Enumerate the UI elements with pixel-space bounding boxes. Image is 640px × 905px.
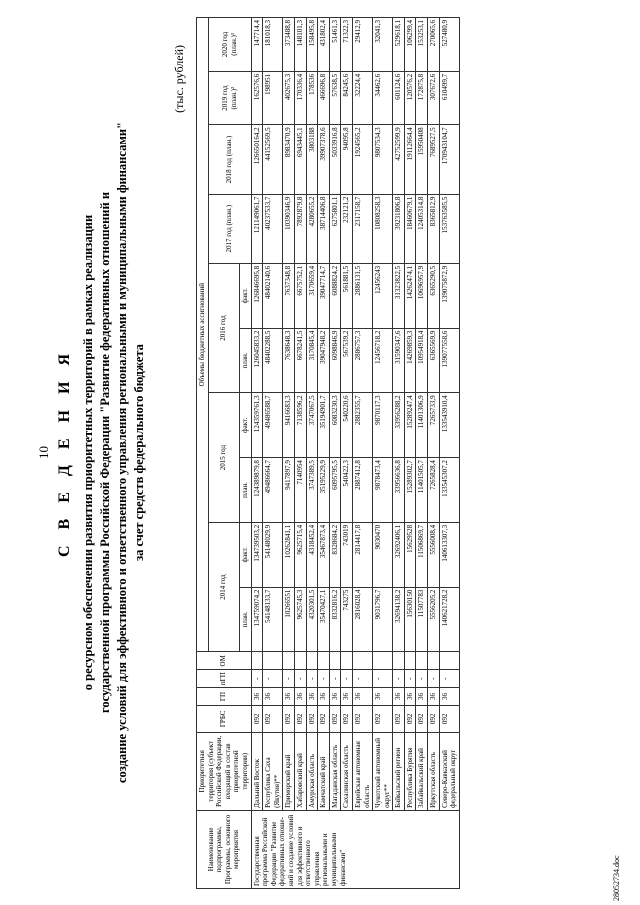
pgp-cell: - [294, 670, 306, 688]
value-cell-f2015: 49486588,7 [263, 393, 283, 458]
value-cell-p2020: 148101,3 [294, 18, 306, 72]
value-cell-p2017: 8365812,9 [428, 194, 440, 263]
table-row [306, 18, 318, 889]
om-cell [341, 652, 353, 670]
territory-cell: Дальний Восток [251, 732, 263, 810]
value-cell-f2016: 12456243 [373, 263, 393, 328]
value-cell-f2015: 133543910,4 [439, 393, 459, 458]
table-row [393, 18, 405, 889]
grbs-cell: 092 [373, 705, 393, 732]
value-cell-p2018: 170943104,7 [439, 125, 459, 194]
om-cell [393, 652, 405, 670]
om-cell [318, 652, 330, 670]
value-cell-f2015: 7265733,9 [428, 393, 440, 458]
gp-cell: 36 [263, 688, 283, 706]
value-cell-p2020: 106299,4 [404, 18, 416, 72]
value-cell-f2014: 5556008,4 [428, 522, 440, 587]
territory-cell: Республика Бурятия [404, 732, 416, 810]
value-cell-p2020: 527480,9 [439, 18, 459, 72]
grbs-cell: 092 [428, 705, 440, 732]
value-cell-p2014: 9031796,7 [373, 587, 393, 652]
value-cell-p2018: 3803188 [306, 125, 318, 194]
grbs-cell: 092 [283, 705, 295, 732]
pgp-cell: - [318, 670, 330, 688]
value-cell-p2020: 158495,8 [306, 18, 318, 72]
value-cell-p2014: 140621728,2 [439, 587, 459, 652]
om-cell [263, 652, 283, 670]
header-gp: ГП [197, 688, 252, 706]
value-cell-p2019: 84245,6 [341, 71, 353, 125]
value-cell-p2016: 14269859,3 [404, 328, 416, 393]
table-row [318, 18, 330, 889]
territory-cell: Иркутская область [428, 732, 440, 810]
value-cell-p2018: 39907378,6 [318, 125, 330, 194]
value-cell-p2017: 39231806,8 [393, 194, 405, 263]
value-cell-f2014: 4318452,4 [306, 522, 318, 587]
program-name-line: Государственная [252, 836, 261, 886]
value-cell-p2018: 15950408 [416, 125, 428, 194]
grbs-cell: 092 [263, 705, 283, 732]
value-cell-p2014: 5556205,2 [428, 587, 440, 652]
value-cell-p2019: 170336,4 [294, 71, 306, 125]
program-name-line: федеративных отноше- [278, 817, 287, 886]
pgp-cell: - [416, 670, 428, 688]
grbs-cell: 092 [416, 705, 428, 732]
territory-cell: Республика Саха (Якутия)** [263, 732, 283, 810]
header-fact: факт. [239, 393, 251, 458]
value-cell-p2015: 49486664,7 [263, 458, 283, 523]
grbs-cell: 092 [318, 705, 330, 732]
value-cell-f2015: 33956288,2 [393, 393, 405, 458]
header-year-2015: 2015 год [208, 393, 239, 523]
header-year-2017: 2017 год (план.) [208, 194, 251, 263]
grbs-cell: 092 [251, 705, 263, 732]
value-cell-f2015: 11401306,9 [416, 393, 428, 458]
value-cell-f2015: 15289247,4 [404, 393, 416, 458]
value-cell-f2015: 6083230,3 [329, 393, 341, 458]
pgp-cell: - [263, 670, 283, 688]
program-name-line: финансами" [338, 849, 347, 886]
value-cell-f2014: 134739503,2 [251, 522, 263, 587]
value-cell-f2016: 139075872,9 [439, 263, 459, 328]
value-cell-f2016: 3170659,4 [306, 263, 318, 328]
value-cell-p2014: 2816028,4 [352, 587, 372, 652]
pgp-cell: - [251, 670, 263, 688]
value-cell-p2015: 133545307,2 [439, 458, 459, 523]
grbs-cell: 092 [404, 705, 416, 732]
value-cell-p2016: 2886757,3 [352, 328, 372, 393]
value-cell-p2019: 610499,7 [439, 71, 459, 125]
value-cell-p2014: 743275 [341, 587, 353, 652]
value-cell-p2020: 431802,4 [318, 18, 330, 72]
header-om: ОМ [197, 652, 252, 670]
value-cell-p2016: 6098846,9 [329, 328, 341, 393]
value-cell-p2017: 121149061,7 [251, 194, 263, 263]
units-label: (тыс. рублей) [172, 45, 186, 113]
subtitle-line: за счет средств федерального бюджета [132, 344, 146, 561]
value-cell-p2015: 9417897,9 [283, 458, 295, 523]
pgp-cell: - [352, 670, 372, 688]
value-cell-p2014: 15630150 [404, 587, 416, 652]
value-cell-p2015: 540422,3 [341, 458, 353, 523]
territory-cell: Камчатский край [318, 732, 330, 810]
gp-cell: 36 [294, 688, 306, 706]
pgp-cell: - [428, 670, 440, 688]
value-cell-f2016: 48402140,6 [263, 263, 283, 328]
value-cell-f2014: 11506869,7 [416, 522, 428, 587]
value-cell-p2019: 32224,4 [352, 71, 372, 125]
value-cell-p2017: 2317158,7 [352, 194, 372, 263]
subtitle-line: государственной программы Российской Федерации "Развитие федеративных отношений и [98, 191, 112, 714]
value-cell-f2016: 6675752,1 [294, 263, 306, 328]
value-cell-f2015: 9870117,3 [373, 393, 393, 458]
gp-cell: 36 [404, 688, 416, 706]
header-fact: факт. [239, 263, 251, 328]
value-cell-p2020: 51461,3 [329, 18, 341, 72]
header-year-2019: 2019 год (план.)² [208, 71, 251, 125]
territory-cell: Магаданская область [329, 732, 341, 810]
value-cell-p2014: 10266551 [283, 587, 295, 652]
value-cell-p2016: 12456718,2 [373, 328, 393, 393]
value-cell-p2015: 9878473,4 [373, 458, 393, 523]
value-cell-p2017: 40237533,7 [263, 194, 283, 263]
value-cell-p2016: 3170845,4 [306, 328, 318, 393]
om-cell [439, 652, 459, 670]
pgp-cell: - [329, 670, 341, 688]
om-cell [373, 652, 393, 670]
om-cell [251, 652, 263, 670]
value-cell-p2014: 8332816,2 [329, 587, 341, 652]
header-fact: факт. [239, 522, 251, 587]
value-cell-f2014: 35467873,4 [318, 522, 330, 587]
grbs-cell: 092 [439, 705, 459, 732]
value-cell-p2014: 134759074,2 [251, 587, 263, 652]
value-cell-f2015: 3747067,5 [306, 393, 318, 458]
om-cell [352, 652, 372, 670]
table-body [251, 18, 459, 889]
value-cell-p2020: 32041,3 [373, 18, 393, 72]
pgp-cell: - [306, 670, 318, 688]
table-row [251, 18, 263, 889]
header-territory: Приоритетная территория (субъект Российской Федерации, входящий в состав приоритетной территории) [197, 732, 252, 810]
grbs-cell: 092 [294, 705, 306, 732]
gp-cell: 36 [416, 688, 428, 706]
header-name: Наименование подпрограммы, Программы, основного мероприятия [197, 810, 252, 888]
table-row [373, 18, 393, 889]
gp-cell: 36 [306, 688, 318, 706]
table-row [341, 18, 353, 889]
value-cell-p2016: 48402288,5 [263, 328, 283, 393]
table-row [404, 18, 416, 889]
value-cell-p2015: 124389879,8 [251, 458, 263, 523]
value-cell-f2015: 9416683,3 [283, 393, 295, 458]
budget-table [196, 17, 460, 889]
page-number: 10 [36, 446, 51, 459]
header-volumes: Объемы бюджетных ассигнований [197, 18, 209, 652]
header-plan: план. [239, 328, 251, 393]
value-cell-p2018: 5033916,8 [329, 125, 341, 194]
om-cell [294, 652, 306, 670]
value-cell-p2020: 71322,3 [341, 18, 353, 72]
value-cell-p2018: 9807534,3 [373, 125, 393, 194]
gp-cell: 36 [352, 688, 372, 706]
program-name-line: программа Российской [261, 817, 270, 886]
value-cell-p2015: 11401505,7 [416, 458, 428, 523]
gp-cell: 36 [283, 688, 295, 706]
value-cell-p2017: 7892879,8 [294, 194, 306, 263]
value-cell-p2016: 567539,2 [341, 328, 353, 393]
value-cell-p2014: 32694138,2 [393, 587, 405, 652]
value-cell-f2014: 2814417,8 [352, 522, 372, 587]
value-cell-p2019: 57638,5 [329, 71, 341, 125]
territory-cell: Забайкальский край [416, 732, 428, 810]
value-cell-f2015: 35194901,7 [318, 393, 330, 458]
gp-cell: 36 [373, 688, 393, 706]
header-plan: план. [239, 587, 251, 652]
territory-cell: Сахалинская область [341, 732, 353, 810]
value-cell-p2016: 6365569,9 [428, 328, 440, 393]
om-cell [404, 652, 416, 670]
value-cell-p2016: 39047948,2 [318, 328, 330, 393]
gp-cell: 36 [393, 688, 405, 706]
value-cell-p2018: 42752599,9 [393, 125, 405, 194]
header-year-2018: 2018 год (план.) [208, 125, 251, 194]
value-cell-p2020: 29412,9 [352, 18, 372, 72]
value-cell-p2018: 94095,8 [341, 125, 353, 194]
territory-cell: Чукотский автономный округ** [373, 732, 393, 810]
value-cell-p2017: 4280655,2 [306, 194, 318, 263]
program-name-line: региональными и [321, 833, 330, 886]
value-cell-f2015: 540220,6 [341, 393, 353, 458]
pgp-cell: - [439, 670, 459, 688]
value-cell-p2018: 44152569,5 [263, 125, 283, 194]
program-name-line: муниципальными [329, 832, 338, 886]
value-cell-f2014: 10262841,1 [283, 522, 295, 587]
footer-filename: 28052734.doc [612, 855, 621, 901]
pgp-cell: - [373, 670, 393, 688]
value-cell-p2020: 147714,4 [251, 18, 263, 72]
header-year-2014: 2014 год [208, 522, 239, 652]
program-name-line: ний и создание условий [286, 814, 295, 886]
pgp-cell: - [393, 670, 405, 688]
value-cell-f2016: 561881,5 [341, 263, 353, 328]
value-cell-p2017: 10390346,9 [283, 194, 295, 263]
table-row [428, 18, 440, 889]
header-plan: план. [239, 458, 251, 523]
value-cell-p2018: 19112664,4 [404, 125, 416, 194]
value-cell-p2014: 54148133,7 [263, 587, 283, 652]
value-cell-f2015: 7138596,2 [294, 393, 306, 458]
value-cell-p2019: 34462,6 [373, 71, 393, 125]
value-cell-p2017: 38714406,8 [318, 194, 330, 263]
header-year-2016: 2016 год [208, 263, 239, 393]
value-cell-f2014: 15629528 [404, 522, 416, 587]
value-cell-f2015: 124359761,3 [251, 393, 263, 458]
value-cell-f2014: 9625715,4 [294, 522, 306, 587]
table-row [263, 18, 283, 889]
gp-cell: 36 [318, 688, 330, 706]
value-cell-f2016: 6088824,2 [329, 263, 341, 328]
table-row [352, 18, 372, 889]
document-subtitle [80, 90, 148, 815]
value-cell-f2016: 2886131,5 [352, 263, 372, 328]
table-row [329, 18, 341, 889]
value-cell-p2019: 402675,3 [283, 71, 295, 125]
value-cell-f2014: 140613307,3 [439, 522, 459, 587]
value-cell-p2014: 11507783 [416, 587, 428, 652]
value-cell-p2017: 153763585,5 [439, 194, 459, 263]
value-cell-p2016: 7638648,3 [283, 328, 295, 393]
value-cell-p2016: 139077558,6 [439, 328, 459, 393]
value-cell-p2015: 15289302,7 [404, 458, 416, 523]
table-header [197, 18, 252, 889]
value-cell-f2015: 2882355,7 [352, 393, 372, 458]
table-row [416, 18, 428, 889]
program-name-line: ответственного [304, 840, 313, 886]
value-cell-p2016: 31590347,6 [393, 328, 405, 393]
value-cell-p2019: 162576,6 [251, 71, 263, 125]
territory-cell: Амурская область [306, 732, 318, 810]
pgp-cell: - [404, 670, 416, 688]
table-row [439, 18, 459, 889]
value-cell-f2014: 743019 [341, 522, 353, 587]
program-name-line: Федерации "Развитие [269, 821, 278, 886]
gp-cell: 36 [341, 688, 353, 706]
territory-cell: Еврейская автономная область [352, 732, 372, 810]
gp-cell: 36 [428, 688, 440, 706]
value-cell-f2014: 54148029,9 [263, 522, 283, 587]
value-cell-f2016: 10696957,9 [416, 263, 428, 328]
program-name-line: для эффективного и [295, 826, 304, 886]
value-cell-f2016: 7637348,8 [283, 263, 295, 328]
header-grbs: ГРБС [197, 705, 252, 732]
grbs-cell: 092 [341, 705, 353, 732]
value-cell-p2014: 9625745,3 [294, 587, 306, 652]
value-cell-f2014: 32692406,1 [393, 522, 405, 587]
value-cell-f2016: 31323822,5 [393, 263, 405, 328]
value-cell-f2014: 8328684,2 [329, 522, 341, 587]
territory-cell: Северо-Кавказский федеральный округ [439, 732, 459, 810]
value-cell-p2018: 126650164,2 [251, 125, 263, 194]
table-row [294, 18, 306, 889]
value-cell-p2018: 6943445,1 [294, 125, 306, 194]
table-row [283, 18, 295, 889]
value-cell-f2016: 126846695,8 [251, 263, 263, 328]
document-title: С В Е Д Е Н И Я [56, 347, 73, 558]
pgp-cell: - [283, 670, 295, 688]
grbs-cell: 092 [393, 705, 405, 732]
territory-cell: Байкальский регион [393, 732, 405, 810]
value-cell-p2018: 7689527,5 [428, 125, 440, 194]
value-cell-f2014: 9030470 [373, 522, 393, 587]
value-cell-p2019: 178536 [306, 71, 318, 125]
value-cell-f2016: 14262474,1 [404, 263, 416, 328]
om-cell [329, 652, 341, 670]
value-cell-p2014: 35470427,1 [318, 587, 330, 652]
om-cell [306, 652, 318, 670]
value-cell-p2019: 307672,6 [428, 71, 440, 125]
value-cell-p2020: 529618,1 [393, 18, 405, 72]
header-pgp: пГП [197, 670, 252, 688]
territory-cell: Приморский край [283, 732, 295, 810]
subtitle-line: создание условий для эффективного и ответственного управления региональными и муниципальными финансами" [115, 122, 129, 784]
value-cell-p2020: 373488,8 [283, 18, 295, 72]
pgp-cell: - [341, 670, 353, 688]
om-cell [416, 652, 428, 670]
grbs-cell: 092 [306, 705, 318, 732]
value-cell-p2019: 601124,6 [393, 71, 405, 125]
gp-cell: 36 [329, 688, 341, 706]
value-cell-p2015: 33956636,8 [393, 458, 405, 523]
territory-cell: Хабаровский край [294, 732, 306, 810]
value-cell-p2017: 10808258,3 [373, 194, 393, 263]
value-cell-p2015: 7140954 [294, 458, 306, 523]
value-cell-p2016: 10954918,4 [416, 328, 428, 393]
program-name-cell [251, 810, 459, 888]
value-cell-p2017: 6275801,1 [329, 194, 341, 263]
value-cell-p2020: 153253,1 [416, 18, 428, 72]
value-cell-p2015: 3747389,5 [306, 458, 318, 523]
value-cell-p2017: 18460679,1 [404, 194, 416, 263]
grbs-cell: 092 [329, 705, 341, 732]
header-year-2020: 2020 год (план.)³ [208, 18, 251, 72]
program-name-line: управления [312, 851, 321, 886]
value-cell-f2016: 39047714,7 [318, 263, 330, 328]
value-cell-p2015: 6095795,5 [329, 458, 341, 523]
value-cell-p2019: 198951 [263, 71, 283, 125]
gp-cell: 36 [439, 688, 459, 706]
om-cell [428, 652, 440, 670]
om-cell [283, 652, 295, 670]
value-cell-p2017: 232121,2 [341, 194, 353, 263]
value-cell-f2016: 6365290,5 [428, 263, 440, 328]
value-cell-p2015: 35195229,9 [318, 458, 330, 523]
value-cell-p2016: 6678241,5 [294, 328, 306, 393]
grbs-cell: 092 [352, 705, 372, 732]
value-cell-p2017: 12405314,8 [416, 194, 428, 263]
value-cell-p2019: 466696,8 [318, 71, 330, 125]
value-cell-p2015: 7265828,4 [428, 458, 440, 523]
value-cell-p2014: 4320301,5 [306, 587, 318, 652]
value-cell-p2019: 120576,2 [404, 71, 416, 125]
value-cell-p2020: 270065,6 [428, 18, 440, 72]
value-cell-p2018: 8983470,9 [283, 125, 295, 194]
gp-cell: 36 [251, 688, 263, 706]
value-cell-p2018: 1924565,2 [352, 125, 372, 194]
value-cell-p2020: 181018,3 [263, 18, 283, 72]
value-cell-p2016: 126045833,2 [251, 328, 263, 393]
subtitle-line: о ресурсном обеспечении развития приоритетных территорий в рамках реализации [81, 214, 95, 691]
value-cell-p2015: 2887412,8 [352, 458, 372, 523]
value-cell-p2019: 172875,8 [416, 71, 428, 125]
